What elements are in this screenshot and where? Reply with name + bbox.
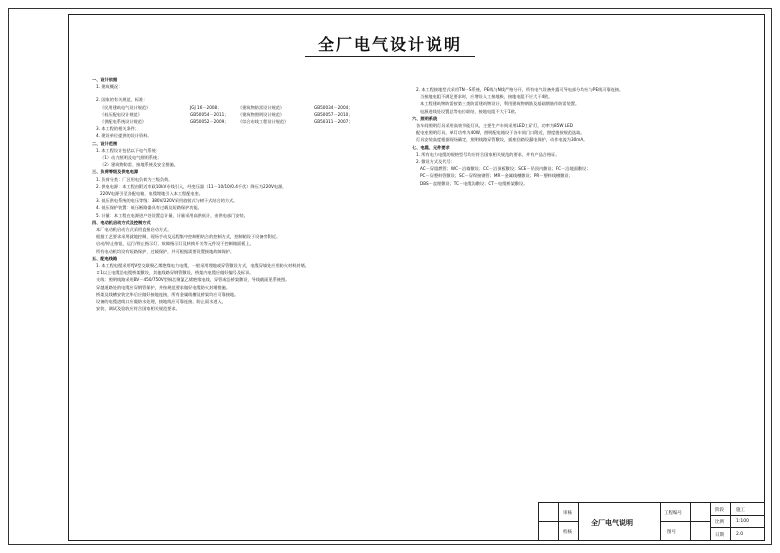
standard-row bbox=[92, 104, 392, 111]
tb-label-project-no: 工程编号 bbox=[664, 511, 682, 516]
section-heading: 二、设计范围 bbox=[92, 140, 118, 146]
standard-cell: 《建筑物防雷设计规范》 bbox=[238, 104, 285, 110]
tb-cell bbox=[691, 503, 711, 522]
paragraph-line: 穿越道路处的电缆应穿钢管保护，并按规范要求做好电缆防火封堵措施。 bbox=[96, 284, 231, 290]
paragraph-line: （1）动力照明及电气照明系统； bbox=[100, 155, 162, 161]
paragraph-line: 当接地电阻不满足要求时，应增设人工接地极，接地电阻不应大于4欧。 bbox=[420, 94, 553, 100]
standard-cell: 《综合布线工程设计规范》 bbox=[238, 119, 289, 125]
standard-row bbox=[92, 118, 392, 125]
paragraph-line: 3. 本工程的相关条件； bbox=[96, 126, 140, 132]
paragraph-line: 根据工艺要求采用就地控制、现场手动及远程集中控制相结合的控制方式，控制箱设于设备旁附近。 bbox=[96, 234, 281, 240]
tb-cell bbox=[661, 522, 691, 541]
standard-cell: 《低压配电设计规范》 bbox=[100, 111, 142, 117]
tb-label-check: 校核 bbox=[563, 530, 572, 535]
paragraph-line: 220V电源引至各配电箱，电缆埋地引入本工程配电室。 bbox=[100, 191, 203, 197]
tb-cell bbox=[691, 522, 711, 541]
tb-value-date: 2.0 bbox=[736, 532, 744, 537]
paragraph-line: 电源进线处设置总等电位联结，接地电阻不大于1欧。 bbox=[420, 108, 519, 114]
paragraph-line: 1. 本工程设计包括以下电气系统： bbox=[96, 147, 160, 153]
paragraph-line: 本厂电动机启动方式采用直接启动方式。 bbox=[96, 227, 172, 233]
tb-drawing-title: 全厂电气说明 bbox=[591, 519, 633, 527]
paragraph-line: DBS－直埋敷设；TC－电缆沟敷设；CT－电缆桥架敷设。 bbox=[420, 180, 528, 186]
paragraph-line: 设备的电缆进线口应做防水处理，接地线应可靠连接，防止雨水进入。 bbox=[96, 299, 226, 305]
paragraph-line: 2. 国家的有关规范、标准： bbox=[96, 97, 148, 103]
paragraph-line: PC－穿塑料管敷设；SC－穿焊接钢管；MR－金属线槽敷设；PR－塑料线槽敷设； bbox=[420, 173, 573, 179]
paragraph-line: 配电室照明灯具，单灯功率为40W，照明配电箱设于各车间门口附近，照度值按规范选取。 bbox=[416, 130, 585, 136]
section-heading: 六、照明系统 bbox=[412, 115, 438, 121]
paragraph-line: （2）建筑物防雷、接地系统及安全措施。 bbox=[100, 162, 179, 168]
tb-cell bbox=[539, 503, 559, 522]
paragraph-line: 1. 所有电力电缆的规格型号均应符合国家相关规范的要求，并有产品合格证。 bbox=[416, 151, 560, 157]
section-heading: 三、负荷等级及供电电源 bbox=[92, 169, 139, 175]
paragraph-line: 4. 低压保护装置：低压断路器具有过载及短路保护功能。 bbox=[96, 205, 202, 211]
standard-cell: 《民用建筑电气设计规范》 bbox=[100, 104, 151, 110]
standard-cell: GB50057－2010； bbox=[314, 111, 353, 117]
tb-label-stage: 阶段 bbox=[715, 508, 724, 513]
paragraph-line: 1. 建筑概况： bbox=[96, 84, 123, 90]
paragraph-line: AC－穿阻燃管；WC－沿墙敷设；CC－沿顶板敷设；SCE－吊顶内敷设；FC－沿地面敷设； bbox=[420, 166, 591, 172]
tb-cell bbox=[539, 522, 559, 541]
paragraph-line: 5. 计量：本工程在电源进户处设置总计量，计量采用高供低计，由供电部门安装。 bbox=[96, 212, 248, 218]
tb-label-scale: 比例 bbox=[715, 520, 724, 525]
right-column bbox=[412, 86, 752, 187]
paragraph-line: 1. 负荷分类：厂区用电负荷为三级负荷。 bbox=[96, 176, 173, 182]
standard-cell: 《供配电系统设计规范》 bbox=[100, 119, 147, 125]
standard-cell: GB50034－2004； bbox=[314, 104, 353, 110]
paragraph-line: 所有电动机均设有短路保护、过载保护，并可根据需要设置接地故障保护。 bbox=[96, 248, 235, 254]
left-column bbox=[92, 76, 392, 313]
title-block bbox=[538, 502, 765, 541]
standard-cell: GB50054－2011； bbox=[190, 111, 229, 117]
standard-cell: GB50052－2009； bbox=[190, 119, 229, 125]
paragraph-line: 支线：照明线路采用BV－450/750V型铜芯聚氯乙烯绝缘电线，穿管或沿桥架敷设，导线截面见系统图。 bbox=[96, 277, 290, 283]
paragraph-line: 安装、调试及验收应符合国家相关规范要求。 bbox=[96, 306, 180, 312]
tb-label-date: 日期 bbox=[715, 533, 724, 538]
paragraph-line: ＃1以上电缆沿电缆桥架敷设，其他线路穿钢管敷设，桥架内电缆应做好编号及标识。 bbox=[96, 270, 254, 276]
paragraph-line: 1. 本工程电缆采用YJV型交联聚乙烯绝缘电力电缆，一般采用埋地或穿管敷设方式，电缆穿墙处应用防火材料封堵。 bbox=[96, 263, 309, 269]
paragraph-line: 3. 低压供电系统的电压等级：380V/220V采用放射式与树干式结合的方式。 bbox=[96, 198, 238, 204]
title-underline bbox=[305, 56, 475, 57]
page-title: 全厂电气设计说明 bbox=[317, 35, 462, 54]
paragraph-line: 各车间照明灯具采用高效节能灯具，主要生产车间采用LED工矿灯，功率为85W LED bbox=[416, 123, 574, 129]
paragraph-line: 2. 本工程接地型式采用TN－S系统，PE线与N线严格分开，所有电气设备外露可导电部分均应与PE线可靠连接。 bbox=[416, 87, 624, 92]
section-heading: 七、电缆、元件要求 bbox=[412, 144, 450, 150]
paragraph-line: 2. 供电电源：本工程由附近市政10kV专线引入，经变压器（11－10/10/0.4千伏）降压为220V电源， bbox=[96, 183, 287, 189]
paragraph-line: 2. 敷设方式及代号： bbox=[416, 159, 455, 165]
paragraph-line: 灯具安装高度根据现场确定，照明线路穿管敷设，插座回路设漏电保护，动作电流为30mA。 bbox=[416, 137, 588, 143]
section-heading: 五、配电线路 bbox=[92, 255, 118, 261]
paragraph-line: 本工程建筑物防雷按第三类防雷建筑物设计，利用建筑物钢筋及基础钢筋作防雷装置。 bbox=[420, 101, 580, 107]
standard-cell: GB50311－2007； bbox=[314, 119, 353, 125]
standard-row bbox=[92, 111, 392, 118]
tb-value-scale: 1:100 bbox=[736, 519, 749, 524]
section-heading: 一、设计依据 bbox=[92, 77, 118, 82]
standard-cell: 《建筑物照明设计规范》 bbox=[238, 111, 285, 117]
tb-label-drawing-no: 图号 bbox=[667, 530, 676, 535]
standard-cell: JGJ 16－2008； bbox=[190, 104, 222, 110]
paragraph-line: 启动/停止按钮、运行/停止指示灯、故障指示灯及转换开关等元件设于控制箱面板上。 bbox=[96, 241, 254, 247]
section-heading: 四、电动机启动方式及控制方式 bbox=[92, 219, 151, 225]
paragraph-line: 4. 建设单位提供的设计资料。 bbox=[96, 133, 152, 139]
paragraph-line: 桥架及线槽安装完毕后应做好接地连接，所有金属线槽及桥架均应可靠接地。 bbox=[96, 291, 239, 297]
tb-value-stage: 施工 bbox=[736, 508, 745, 513]
tb-label-review: 审核 bbox=[563, 511, 572, 516]
